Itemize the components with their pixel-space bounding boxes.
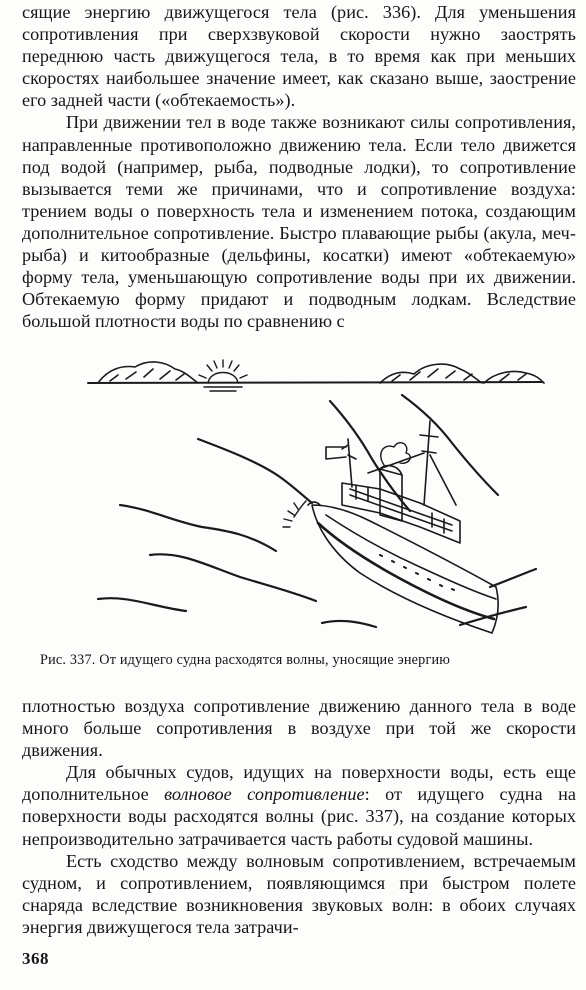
figure-ship-waves bbox=[80, 355, 550, 650]
front-mast bbox=[348, 439, 352, 487]
page-number: 368 bbox=[22, 949, 49, 968]
smoke bbox=[381, 443, 411, 465]
wave-lines bbox=[98, 395, 536, 627]
left-island bbox=[98, 362, 198, 383]
top-text-block bbox=[22, 1, 576, 332]
paragraph-density: плотностью воздуха сопротивление движению данного тела в воде много больше сопротивления в воздухе при той же скорости движения. bbox=[22, 696, 576, 761]
right-island bbox=[380, 364, 544, 383]
paragraph-similarity: Есть сходство между волновым сопротивлением, встречаемым судном, и сопротивлением, появляющимся при быстром полете снаряда вследствие возникновения звуковых волн: в обоих случаях энергия движущегося тела затрачи- bbox=[22, 850, 576, 937]
horizon-line bbox=[88, 382, 542, 383]
rear-mast bbox=[424, 421, 430, 505]
bow-wave bbox=[283, 501, 306, 527]
bottom-text-block bbox=[22, 695, 576, 938]
paragraph-continuation: сящие энергию движущегося тела (рис. 336). Для уменьшения сопротивления при сверхзвуковой скорости нужно заострять переднюю часть движущегося тела, в то время как при меньших скоростях наибольшее значение имеет, как сказано выше, заострение его задней части («обтекаемость»). bbox=[22, 2, 576, 111]
paragraph-wave-resistance bbox=[22, 761, 576, 849]
ship bbox=[308, 421, 498, 633]
text-segment: : от идущего судна на поверхности воды расходятся волны (рис. 337), на создание которых непроизводительно затрачивается часть работы судовой машины. bbox=[22, 784, 577, 849]
text-segment: Для обычных судов, идущих на поверхности воды, есть еще дополнительное bbox=[22, 762, 576, 805]
figure-caption: Рис. 337. От идущего судна расходятся волны, уносящие энергию bbox=[40, 652, 451, 668]
paragraph-water-resistance: При движении тел в воде также возникают силы сопротивления, направленные противоположно движению тела. Если тело движется под водой (например, рыба, подводные лодки), то сопротивление вызывается теми же причинами, что и сопротивление воздуха: трением воды о поверхность тела и изменением потока, создающим дополнительное сопротивление. Быстро плавающие рыбы (акула, меч-рыба) и китообразные (дельфины, косатки) имеют «обтекаемую» форму тела, уменьшающую сопротивление воды при их движении. Обтекаемую форму придают и подводным лодкам. Вследствие большой плотности воды по сравнению с bbox=[22, 112, 576, 332]
sun-icon bbox=[199, 360, 247, 391]
emphasized-term: волновое сопротивление bbox=[164, 784, 365, 805]
